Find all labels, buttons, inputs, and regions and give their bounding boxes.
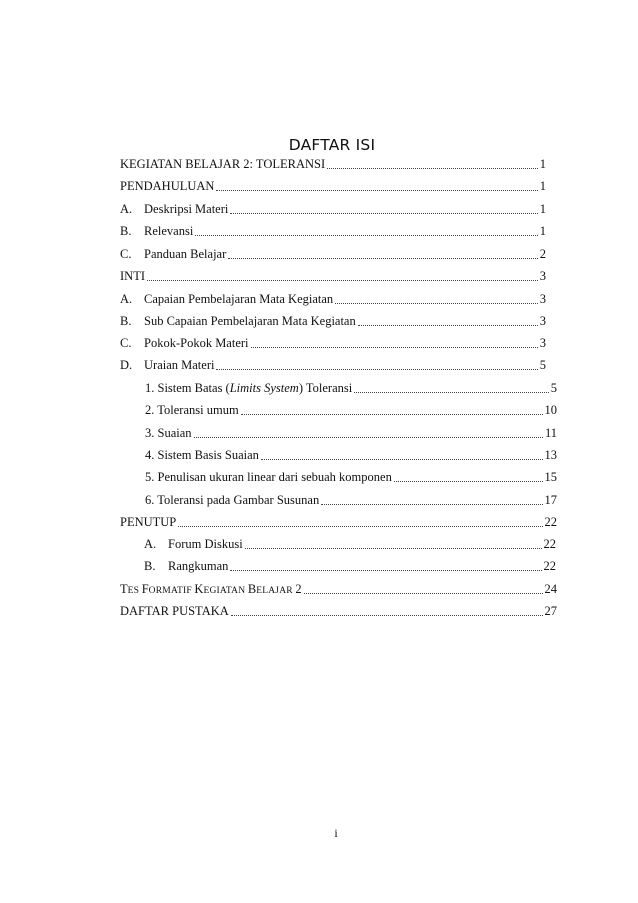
toc-page-number: 24	[544, 582, 557, 596]
toc-entry-label: Pokok-Pokok Materi	[144, 336, 249, 350]
leader-dots	[335, 302, 538, 304]
toc-page-number: 15	[544, 470, 557, 484]
toc-entry-label: Relevansi	[144, 224, 194, 238]
toc-page-number: 17	[544, 493, 557, 507]
toc-entry-pendahuluan[interactable]	[120, 176, 546, 196]
toc-page-number: 3	[539, 336, 546, 350]
toc-entry-tes-formatif[interactable]	[120, 579, 557, 599]
toc-page-number: 3	[539, 269, 546, 283]
toc-entry-panduan-belajar[interactable]	[120, 244, 546, 264]
toc-entry-label: Sub Capaian Pembelajaran Mata Kegiatan	[144, 314, 356, 328]
toc-page-number: 10	[544, 403, 557, 417]
toc-entry-letter: B.	[120, 224, 132, 238]
leader-dots	[194, 436, 543, 438]
leader-dots	[147, 279, 538, 281]
toc-entry-label: DAFTAR PUSTAKA	[120, 604, 229, 618]
toc-entry-label	[120, 579, 302, 601]
toc-entry-deskripsi-materi[interactable]	[120, 199, 546, 219]
toc-entry-toleransi-gambar-susunan[interactable]	[145, 490, 557, 510]
toc-entry-letter: A.	[120, 292, 133, 306]
toc-entry-pokok-materi[interactable]	[120, 333, 546, 353]
toc-entry-letter: A.	[120, 202, 133, 216]
label-italic-text: Limits System	[229, 381, 299, 395]
toc-entry-kegiatan-belajar[interactable]	[120, 154, 546, 174]
toc-page-number: 22	[544, 515, 557, 529]
toc-entry-letter: A.	[144, 537, 157, 551]
toc-page-number: 13	[544, 448, 557, 462]
toc-entry-label	[145, 378, 352, 398]
leader-dots	[216, 189, 537, 191]
toc-entry-sub-capaian[interactable]	[120, 311, 546, 331]
toc-page-number: 11	[544, 426, 557, 440]
leader-dots	[354, 391, 549, 393]
toc-entry-uraian-materi[interactable]	[120, 355, 546, 375]
toc-entry-rangkuman[interactable]	[144, 556, 556, 576]
leader-dots	[394, 480, 543, 482]
label-text: 1. Sistem Batas (	[145, 381, 230, 395]
toc-entry-daftar-pustaka[interactable]	[120, 601, 557, 621]
toc-entry-letter: D.	[120, 358, 133, 372]
toc-entry-label: PENDAHULUAN	[120, 179, 215, 193]
toc-entry-label: 5. Penulisan ukuran linear dari sebuah komponen	[145, 470, 392, 484]
toc-entry-letter: B.	[144, 559, 156, 573]
leader-dots	[261, 458, 543, 460]
label-text: ) Toleransi	[298, 381, 353, 395]
leader-dots	[321, 503, 542, 505]
toc-entry-label: 2. Toleransi umum	[145, 403, 239, 417]
page-number-footer: i	[334, 826, 338, 840]
toc-page-number: 3	[539, 292, 546, 306]
leader-dots	[230, 212, 537, 214]
toc-page-number: 1	[539, 224, 546, 238]
leader-dots	[228, 257, 537, 259]
toc-page-number: 1	[539, 157, 546, 171]
toc-entry-label: Deskripsi Materi	[144, 202, 229, 216]
toc-entry-label: 3. Suaian	[145, 426, 192, 440]
toc-page-number: 5	[539, 358, 546, 372]
toc-entry-label: 6. Toleransi pada Gambar Susunan	[145, 493, 320, 507]
toc-page-number: 5	[550, 381, 557, 395]
leader-dots	[327, 167, 538, 169]
leader-dots	[358, 324, 538, 326]
toc-entry-sistem-batas[interactable]	[145, 378, 557, 398]
leader-dots	[195, 234, 537, 236]
toc-entry-letter: C.	[120, 247, 132, 261]
toc-entry-label: Uraian Materi	[144, 358, 215, 372]
toc-entry-label: Capaian Pembelajaran Mata Kegiatan	[144, 292, 334, 306]
toc-page-number: 1	[539, 202, 546, 216]
toc-entry-letter: B.	[120, 314, 132, 328]
toc-page-number: 22	[543, 537, 556, 551]
toc-entry-suaian[interactable]	[145, 423, 557, 443]
toc-entry-label: 4. Sistem Basis Suaian	[145, 448, 259, 462]
toc-entry-forum-diskusi[interactable]	[144, 534, 556, 554]
toc-entry-penulisan-ukuran[interactable]	[145, 467, 557, 487]
leader-dots	[216, 368, 537, 370]
toc-page-number: 3	[539, 314, 546, 328]
toc-entry-relevansi[interactable]	[120, 221, 546, 241]
toc-entry-inti[interactable]	[120, 266, 546, 286]
leader-dots	[178, 525, 542, 527]
page-title: DAFTAR ISI	[288, 136, 376, 154]
toc-entry-toleransi-umum[interactable]	[145, 400, 557, 420]
leader-dots	[304, 592, 543, 594]
toc-entry-penutup[interactable]	[120, 512, 557, 532]
label-small-caps-text: TES FORMATIF KEGIATAN BELAJAR 2	[120, 582, 302, 596]
toc-entry-label: Forum Diskusi	[168, 537, 243, 551]
toc-entry-sistem-basis-suaian[interactable]	[145, 445, 557, 465]
toc-page-number: 22	[543, 559, 556, 573]
leader-dots	[251, 346, 538, 348]
toc-entry-label: KEGIATAN BELAJAR 2: TOLERANSI	[120, 157, 326, 171]
toc-entry-letter: C.	[120, 336, 132, 350]
toc-page-number: 2	[539, 247, 546, 261]
toc-page-number: 1	[539, 179, 546, 193]
toc-entry-label: PENUTUP	[120, 515, 177, 529]
leader-dots	[230, 569, 541, 571]
toc-entry-label: Rangkuman	[168, 559, 229, 573]
toc-entry-capaian-pembelajaran[interactable]	[120, 289, 546, 309]
toc-entry-label: INTI	[120, 269, 145, 283]
toc-page-number: 27	[544, 604, 557, 618]
leader-dots	[231, 614, 543, 616]
toc-entry-label: Panduan Belajar	[144, 247, 227, 261]
leader-dots	[245, 547, 542, 549]
leader-dots	[241, 413, 543, 415]
